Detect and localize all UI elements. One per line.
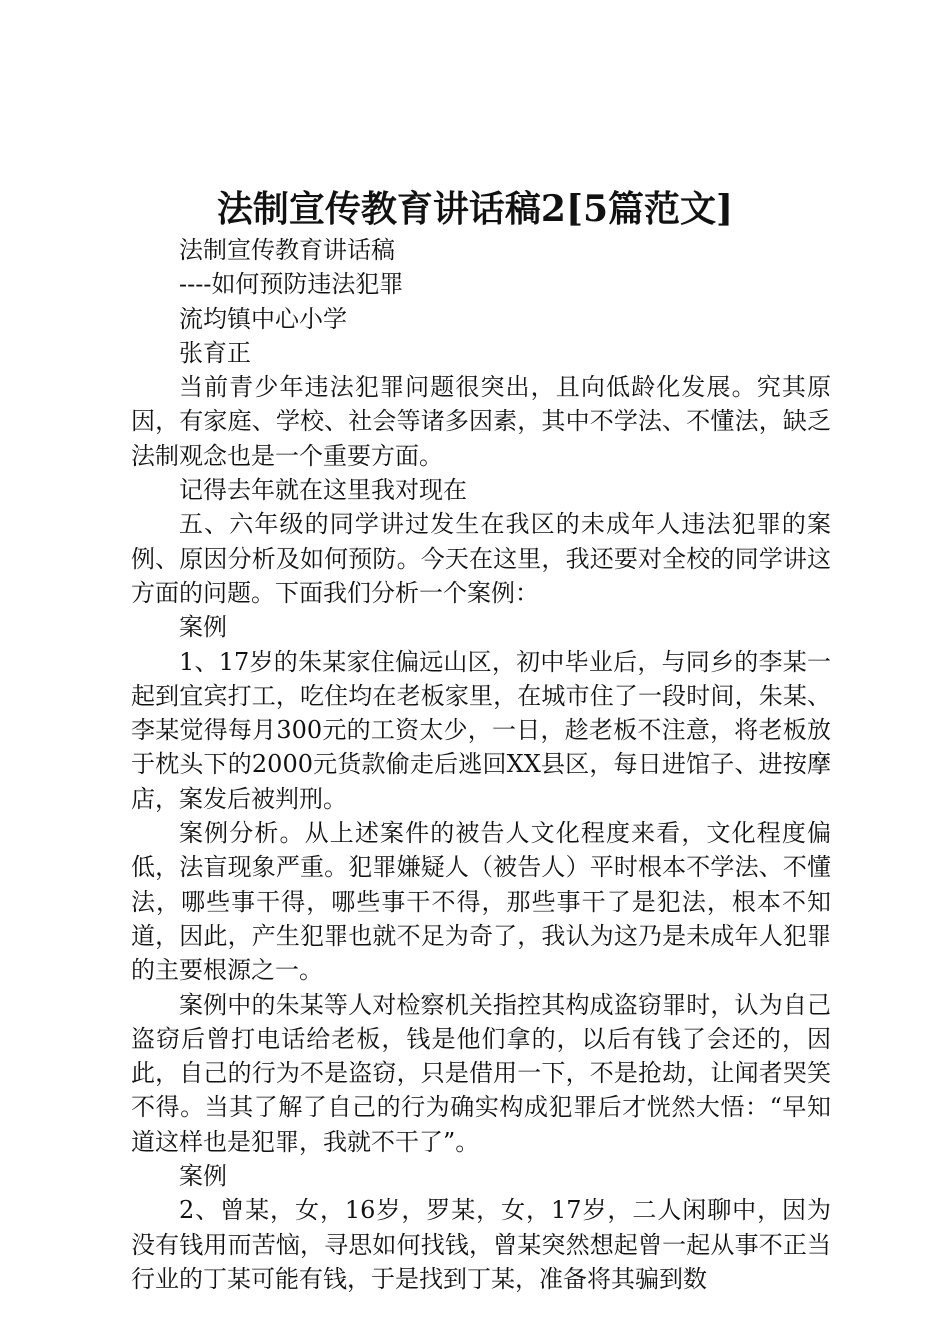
section-heading: 案例	[179, 1162, 227, 1191]
author-line: 张育正	[179, 338, 251, 367]
paragraph: 五、六年级的同学讲过发生在我区的未成年人违法犯罪的案例、原因分析及如何预防。今天在这里，我还要对全校的同学讲这方面的问题。下面我们分析一个案例：	[131, 510, 831, 607]
paragraph: 当前青少年违法犯罪问题很突出，且向低龄化发展。究其原因，有家庭、学校、社会等诸多因素，其中不学法、不懂法，缺乏法制观念也是一个重要方面。	[131, 373, 831, 470]
paragraph: 1、17岁的朱某家住偏远山区，初中毕业后，与同乡的李某一起到宜宾打工，吃住均在老板家里，在城市住了一段时间，朱某、李某觉得每月300元的工资太少，一日，趁老板不注意，将老板放于枕头下的2000元货款偷走后逃回XX县区，每日进馆子、进按摩店，案发后被判刑。	[131, 647, 831, 813]
subtitle-topic-line: ----如何预防违法犯罪	[179, 270, 404, 299]
school-line: 流均镇中心小学	[179, 304, 347, 333]
paragraph: 2、曾某，女，16岁，罗某，女，17岁，二人闲聊中，因为没有钱用而苦恼，寻思如何找钱，曾某突然想起曾一起从事不正当行业的丁某可能有钱，于是找到丁某，准备将其骗到数	[131, 1196, 831, 1293]
section-heading: 案例	[179, 613, 227, 642]
paragraph: 案例中的朱某等人对检察机关指控其构成盗窃罪时，认为自己盗窃后曾打电话给老板，钱是他们拿的，以后有钱了会还的，因此，自己的行为不是盗窃，只是借用一下，不是抢劫，让闻者哭笑不得。当其了解了自己的行为确实构成犯罪后才恍然大悟：“早知道这样也是犯罪，我就不干了”。	[131, 990, 831, 1156]
document-title: 法制宣传教育讲话稿2[5篇范文]	[216, 188, 734, 230]
document-body	[131, 233, 831, 1296]
subtitle-line: 法制宣传教育讲话稿	[179, 236, 395, 264]
paragraph: 记得去年就在这里我对现在	[179, 476, 467, 505]
paragraph: 案例分析。从上述案件的被告人文化程度来看，文化程度偏低，法盲现象严重。犯罪嫌疑人（被告人）平时根本不学法、不懂法，哪些事干得，哪些事干不得，那些事干了是犯法，根本不知道，因此，产生犯罪也就不足为奇了，我认为这乃是未成年人犯罪的主要根源之一。	[131, 819, 831, 985]
